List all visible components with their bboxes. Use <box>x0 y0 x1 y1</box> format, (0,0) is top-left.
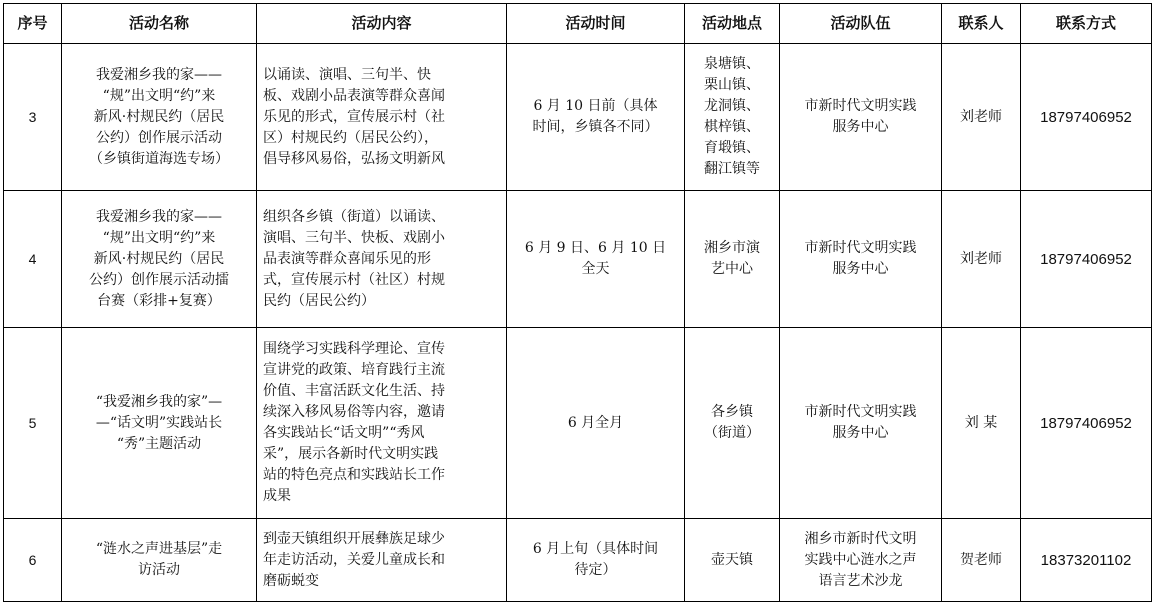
activity-team: 湘乡市新时代文明 实践中心涟水之声 语言艺术沙龙 <box>780 519 942 602</box>
contact-phone: 18373201102 <box>1021 519 1152 602</box>
header-place: 活动地点 <box>685 4 780 44</box>
contact-person: 刘老师 <box>942 44 1021 191</box>
contact-person: 刘老师 <box>942 191 1021 328</box>
contact-person: 贺老师 <box>942 519 1021 602</box>
activity-place: 壶天镇 <box>685 519 780 602</box>
header-row <box>4 4 1152 44</box>
activity-name: 我爱湘乡我的家—— “规”出文明“约”来 新风·村规民约（居民 公约）创作展示活动 （乡镇街道海选专场） <box>62 44 257 191</box>
row-no: 4 <box>4 191 62 328</box>
activity-table <box>3 3 1152 602</box>
activity-place: 各乡镇 （街道） <box>685 328 780 519</box>
activity-content: 以诵读、演唱、三句半、快 板、戏剧小品表演等群众喜闻 乐见的形式，宣传展示村（社 区）村规民约（居民公约）， 倡导移风易俗，弘扬文明新风 <box>257 44 507 191</box>
table-row <box>4 44 1152 191</box>
activity-team: 市新时代文明实践 服务中心 <box>780 191 942 328</box>
contact-person: 刘 某 <box>942 328 1021 519</box>
activity-name: 我爱湘乡我的家—— “规”出文明“约”来 新风·村规民约（居民 公约）创作展示活动擂 台赛（彩排+复赛） <box>62 191 257 328</box>
row-no: 3 <box>4 44 62 191</box>
activity-time: 6 月全月 <box>507 328 685 519</box>
contact-phone: 18797406952 <box>1021 191 1152 328</box>
activity-team: 市新时代文明实践 服务中心 <box>780 328 942 519</box>
activity-name: “我爱湘乡我的家”— —“话文明”实践站长 “秀”主题活动 <box>62 328 257 519</box>
activity-content: 到壶天镇组织开展彝族足球少 年走访活动，关爱儿童成长和 磨砺蜕变 <box>257 519 507 602</box>
header-team: 活动队伍 <box>780 4 942 44</box>
activity-place: 泉塘镇、 栗山镇、 龙洞镇、 棋梓镇、 育塅镇、 翻江镇等 <box>685 44 780 191</box>
activity-time: 6 月 9 日、6 月 10 日 全天 <box>507 191 685 328</box>
table-row <box>4 191 1152 328</box>
header-no: 序号 <box>4 4 62 44</box>
activity-content: 组织各乡镇（街道）以诵读、 演唱、三句半、快板、戏剧小 品表演等群众喜闻乐见的形 式，宣传展示村（社区）村规 民约（居民公约） <box>257 191 507 328</box>
activity-name: “涟水之声进基层”走 访活动 <box>62 519 257 602</box>
activity-place: 湘乡市演 艺中心 <box>685 191 780 328</box>
header-content: 活动内容 <box>257 4 507 44</box>
activity-time: 6 月上旬（具体时间 待定） <box>507 519 685 602</box>
header-name: 活动名称 <box>62 4 257 44</box>
activity-time: 6 月 10 日前（具体 时间，乡镇各不同） <box>507 44 685 191</box>
header-contact: 联系人 <box>942 4 1021 44</box>
row-no: 6 <box>4 519 62 602</box>
header-time: 活动时间 <box>507 4 685 44</box>
activity-team: 市新时代文明实践 服务中心 <box>780 44 942 191</box>
row-no: 5 <box>4 328 62 519</box>
activity-content: 围绕学习实践科学理论、宣传 宣讲党的政策、培育践行主流 价值、丰富活跃文化生活、持 续深入移风易俗等内容，邀请 各实践站长“话文明”“秀风 采”，展示各新时代文明实践 站的特色亮点和实践站长工作 成果 <box>257 328 507 519</box>
table-row <box>4 519 1152 602</box>
contact-phone: 18797406952 <box>1021 328 1152 519</box>
contact-phone: 18797406952 <box>1021 44 1152 191</box>
header-phone: 联系方式 <box>1021 4 1152 44</box>
table-row <box>4 328 1152 519</box>
